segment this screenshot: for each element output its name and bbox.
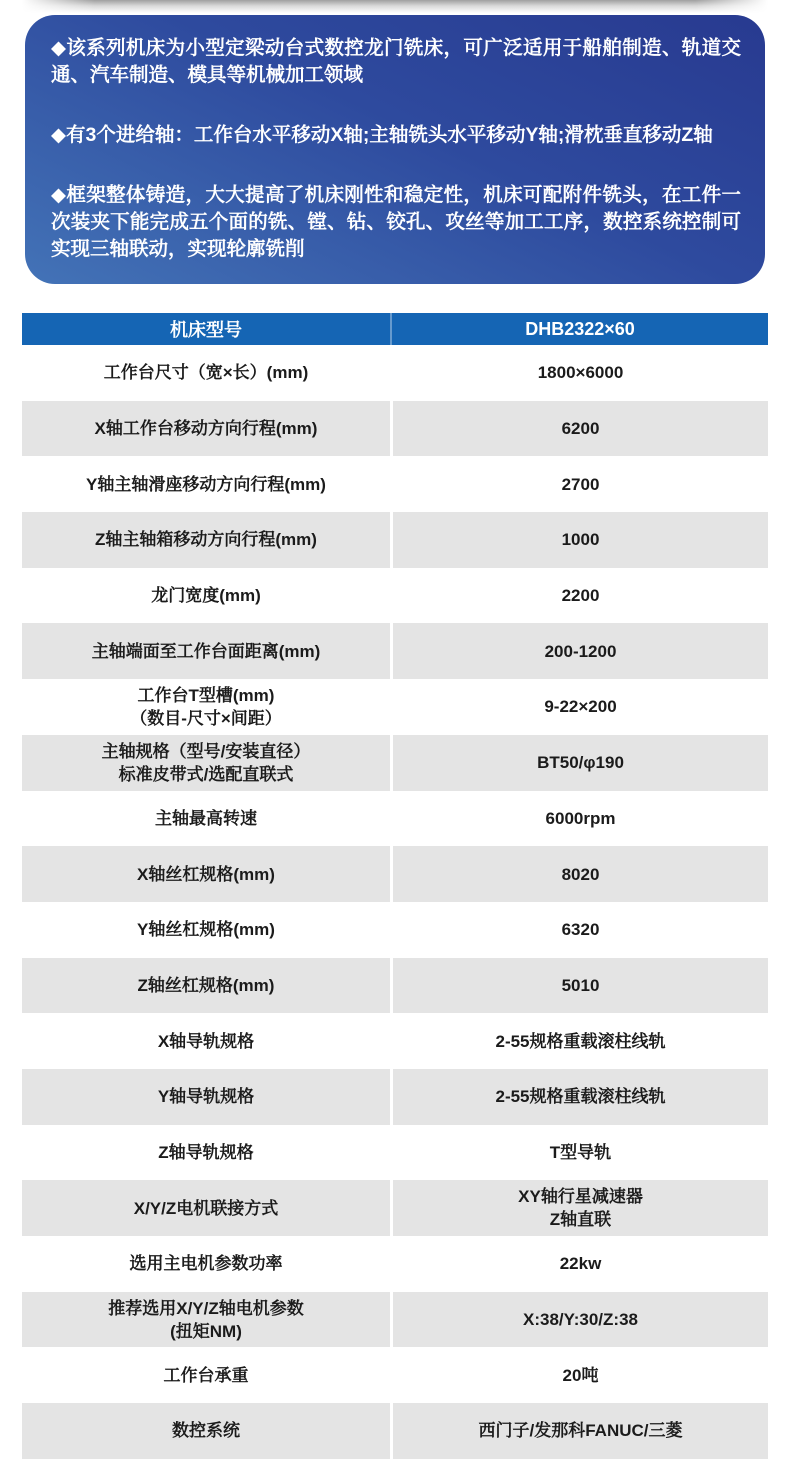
spec-label-line2: （数目-尺寸×间距） bbox=[130, 708, 282, 728]
spec-value: 2-55规格重载滚柱线轨 bbox=[495, 1087, 666, 1107]
table-row bbox=[22, 1069, 768, 1125]
spec-label: X轴工作台移动方向行程(mm) bbox=[94, 419, 318, 439]
table-row bbox=[22, 456, 768, 512]
spec-label: X/Y/Z电机联接方式 bbox=[133, 1198, 279, 1218]
spec-value-cell bbox=[390, 1403, 768, 1459]
spec-value: 8020 bbox=[561, 864, 600, 884]
spec-label: 工作台尺寸（宽×长）(mm) bbox=[103, 363, 309, 383]
spec-label-cell bbox=[22, 1069, 390, 1125]
table-row bbox=[22, 1013, 768, 1069]
spec-label: 主轴端面至工作台面距离(mm) bbox=[91, 641, 321, 661]
spec-table-body bbox=[22, 345, 768, 1459]
spec-label-cell bbox=[22, 1125, 390, 1181]
spec-table bbox=[22, 313, 768, 1459]
spec-value-line2: Z轴直联 bbox=[549, 1210, 612, 1230]
spec-value-cell bbox=[390, 345, 768, 401]
table-row bbox=[22, 401, 768, 457]
table-row bbox=[22, 1236, 768, 1292]
spec-value: 5010 bbox=[561, 975, 600, 995]
table-row bbox=[22, 1292, 768, 1348]
spec-label: 选用主电机参数功率 bbox=[129, 1254, 283, 1274]
spec-label: Y轴主轴滑座移动方向行程(mm) bbox=[86, 474, 326, 494]
spec-label-cell bbox=[22, 1180, 390, 1236]
spec-value: 20吨 bbox=[562, 1365, 599, 1385]
top-shadow-band bbox=[0, 0, 790, 13]
table-row bbox=[22, 735, 768, 791]
spec-value-cell bbox=[390, 1236, 768, 1292]
spec-label-cell bbox=[22, 791, 390, 847]
spec-value-cell bbox=[390, 902, 768, 958]
table-row bbox=[22, 1403, 768, 1459]
spec-label: Y轴导轨规格 bbox=[157, 1087, 255, 1107]
spec-value-cell bbox=[390, 623, 768, 679]
spec-label: 数控系统 bbox=[172, 1421, 240, 1441]
table-row bbox=[22, 902, 768, 958]
spec-label: Z轴导轨规格 bbox=[158, 1142, 254, 1162]
spec-value-cell bbox=[390, 958, 768, 1014]
spec-value-cell bbox=[390, 568, 768, 624]
spec-value-cell bbox=[390, 401, 768, 457]
spec-value: 200-1200 bbox=[544, 641, 617, 661]
spec-value-cell bbox=[390, 456, 768, 512]
spec-value: 1800×6000 bbox=[537, 363, 624, 383]
spec-value-cell bbox=[390, 1013, 768, 1069]
spec-label-cell bbox=[22, 846, 390, 902]
spec-value: XY轴行星减速器 bbox=[518, 1187, 643, 1207]
spec-value: BT50/φ190 bbox=[537, 753, 624, 773]
table-row bbox=[22, 1347, 768, 1403]
spec-value-cell bbox=[390, 1125, 768, 1181]
spec-label: Y轴丝杠规格(mm) bbox=[137, 920, 275, 940]
spec-value: 6200 bbox=[561, 419, 600, 439]
spec-label: 工作台承重 bbox=[163, 1365, 249, 1385]
intro-bullet-3: ◆框架整体铸造，大大提高了机床刚性和稳定性，机床可配附件铣头，在工件一次装夹下能完成五个面的铣、镗、钻、铰孔、攻丝等加工工序，数控系统控制可实现三轴联动，实现轮廓铣削 bbox=[51, 184, 741, 260]
spec-label-cell bbox=[22, 1403, 390, 1459]
spec-label-cell bbox=[22, 512, 390, 568]
spec-value: X:38/Y:30/Z:38 bbox=[523, 1310, 638, 1330]
spec-value-cell bbox=[390, 1347, 768, 1403]
spec-label: Z轴主轴箱移动方向行程(mm) bbox=[95, 530, 317, 550]
table-row bbox=[22, 345, 768, 401]
spec-value-cell bbox=[390, 1292, 768, 1348]
spec-value: 6000rpm bbox=[545, 808, 616, 828]
table-row bbox=[22, 1180, 768, 1236]
table-row bbox=[22, 791, 768, 847]
spec-value: 22kw bbox=[559, 1254, 602, 1274]
spec-value: 1000 bbox=[561, 530, 600, 550]
spec-value: 9-22×200 bbox=[544, 697, 617, 717]
spec-label-cell bbox=[22, 568, 390, 624]
spec-value-cell bbox=[390, 846, 768, 902]
spec-value-cell bbox=[390, 1069, 768, 1125]
spec-value-cell bbox=[390, 1180, 768, 1236]
spec-value: 2200 bbox=[561, 586, 600, 606]
spec-label-cell bbox=[22, 345, 390, 401]
intro-bullet-1: ◆该系列机床为小型定梁动台式数控龙门铣床，可广泛适用于船舶制造、轨道交通、汽车制造、模具等机械加工领域 bbox=[51, 37, 741, 86]
spec-label: 主轴最高转速 bbox=[155, 808, 257, 828]
table-row bbox=[22, 1125, 768, 1181]
spec-label-cell bbox=[22, 1013, 390, 1069]
spec-label-cell bbox=[22, 1292, 390, 1348]
table-row bbox=[22, 846, 768, 902]
spec-label-cell bbox=[22, 1347, 390, 1403]
spec-value: T型导轨 bbox=[549, 1142, 612, 1162]
spec-label: 龙门宽度(mm) bbox=[151, 586, 261, 606]
table-row bbox=[22, 679, 768, 735]
spec-label-cell bbox=[22, 401, 390, 457]
spec-label: 工作台T型槽(mm) bbox=[137, 685, 275, 705]
spec-table-header-row bbox=[22, 313, 768, 345]
spec-value: 西门子/发那科FANUC/三菱 bbox=[478, 1421, 683, 1441]
spec-label-line2: 标准皮带式/选配直联式 bbox=[118, 764, 294, 784]
spec-table-header-model: DHB2322×60 bbox=[390, 313, 768, 345]
spec-value-cell bbox=[390, 735, 768, 791]
spec-label: 推荐选用X/Y/Z轴电机参数 bbox=[108, 1298, 304, 1318]
spec-value: 6320 bbox=[561, 920, 600, 940]
intro-panel bbox=[25, 15, 765, 284]
table-row bbox=[22, 568, 768, 624]
spec-label-cell bbox=[22, 623, 390, 679]
spec-label-cell bbox=[22, 1236, 390, 1292]
spec-value-cell bbox=[390, 512, 768, 568]
spec-label-line2: (扭矩NM) bbox=[170, 1321, 242, 1341]
spec-label-cell bbox=[22, 679, 390, 735]
spec-value: 2700 bbox=[561, 474, 600, 494]
spec-label: Z轴丝杠规格(mm) bbox=[137, 975, 275, 995]
spec-label: X轴丝杠规格(mm) bbox=[137, 864, 275, 884]
spec-label-cell bbox=[22, 902, 390, 958]
table-row bbox=[22, 958, 768, 1014]
spec-label: X轴导轨规格 bbox=[157, 1031, 255, 1051]
spec-label-cell bbox=[22, 958, 390, 1014]
spec-value-cell bbox=[390, 679, 768, 735]
spec-table-header-label: 机床型号 bbox=[170, 320, 242, 340]
spec-value: 2-55规格重载滚柱线轨 bbox=[495, 1031, 666, 1051]
table-row bbox=[22, 623, 768, 679]
table-row bbox=[22, 512, 768, 568]
spec-label: 主轴规格（型号/安装直径） bbox=[101, 741, 311, 761]
spec-label-cell bbox=[22, 456, 390, 512]
spec-value-cell bbox=[390, 791, 768, 847]
intro-bullet-2: ◆有3个进给轴：工作台水平移动X轴;主轴铣头水平移动Y轴;滑枕垂直移动Z轴 bbox=[51, 124, 713, 146]
spec-label-cell bbox=[22, 735, 390, 791]
